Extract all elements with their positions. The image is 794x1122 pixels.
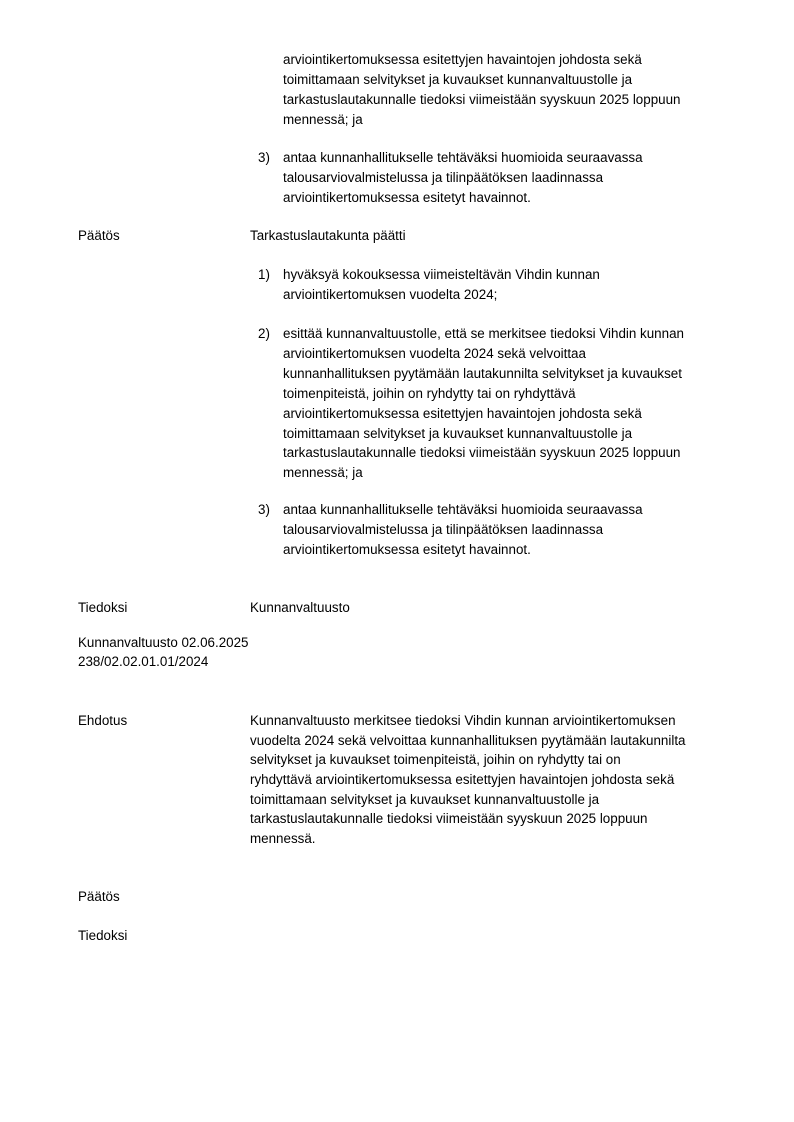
list-number: 1) [258,267,270,282]
case-number: 238/02.02.01.01/2024 [78,654,209,669]
text-line: tarkastuslautakunnalle tiedoksi viimeistään syyskuun 2025 loppuun [250,811,648,826]
text-line: esittää kunnanvaltuustolle, että se merkitsee tiedoksi Vihdin kunnan [283,326,684,341]
text-line: vuodelta 2024 sekä velvoittaa kunnanhallituksen pyytämään lautakunnilta [250,733,686,748]
section-label-tiedoksi-bottom: Tiedoksi [78,928,128,943]
text-line: antaa kunnanhallitukselle tehtäväksi huomioida seuraavassa [283,150,643,165]
section-label-paatos-bottom: Päätös [78,889,120,904]
text-line: mennessä; ja [283,112,363,127]
text-line: arviointikertomuksessa esitetyt havainnot. [283,542,531,557]
list-number: 2) [258,326,270,341]
text-line: toimittamaan selvitykset ja kuvaukset kunnanvaltuustolle ja [250,792,600,807]
text-line: arviointikertomuksessa esitettyjen havaintojen johdosta sekä [283,406,642,421]
section-label-tiedoksi: Tiedoksi [78,600,128,615]
text-line: arviointikertomuksen vuodelta 2024 sekä velvoittaa [283,346,586,361]
text-line: mennessä; ja [283,465,363,480]
text-line: toimittamaan selvitykset ja kuvaukset kunnanvaltuustolle ja [283,426,633,441]
text-line: arviointikertomuksessa esitetyt havainnot. [283,190,531,205]
text-line: selvitykset ja kuvaukset toimenpiteistä, joihin on ryhdytty tai on [250,752,621,767]
tiedoksi-value: Kunnanvaltuusto [250,600,350,615]
text-line: toimittamaan selvitykset ja kuvaukset kunnanvaltuustolle ja [283,72,633,87]
text-line: tarkastuslautakunnalle tiedoksi viimeistään syyskuun 2025 loppuun [283,445,681,460]
list-number: 3) [258,150,270,165]
paatos-intro: Tarkastuslautakunta päätti [250,228,406,243]
text-line: antaa kunnanhallitukselle tehtäväksi huomioida seuraavassa [283,502,643,517]
text-line: tarkastuslautakunnalle tiedoksi viimeistään syyskuun 2025 loppuun [283,92,681,107]
text-line: talousarviovalmistelussa ja tilinpäätöksen laadinnassa [283,522,604,537]
list-number: 3) [258,502,270,517]
text-line: arviointikertomuksen vuodelta 2024; [283,287,498,302]
text-line: mennessä. [250,831,316,846]
text-line: Kunnanvaltuusto merkitsee tiedoksi Vihdin kunnan arviointikertomuksen [250,713,676,728]
text-line: hyväksyä kokouksessa viimeisteltävän Vihdin kunnan [283,267,600,282]
text-line: arviointikertomuksessa esitettyjen havaintojen johdosta sekä [283,52,642,67]
text-line: kunnanhallituksen pyytämään lautakunnilta selvitykset ja kuvaukset [283,366,682,381]
section-label-paatos: Päätös [78,228,120,243]
text-line: toimenpiteistä, joihin on ryhdytty tai on ryhdyttävä [283,386,576,401]
section-label-ehdotus: Ehdotus [78,713,128,728]
meeting-title: Kunnanvaltuusto 02.06.2025 [78,635,249,650]
text-line: ryhdyttävä arviointikertomuksessa esitettyjen havaintojen johdosta sekä [250,772,675,787]
text-line: talousarviovalmistelussa ja tilinpäätöksen laadinnassa [283,170,604,185]
